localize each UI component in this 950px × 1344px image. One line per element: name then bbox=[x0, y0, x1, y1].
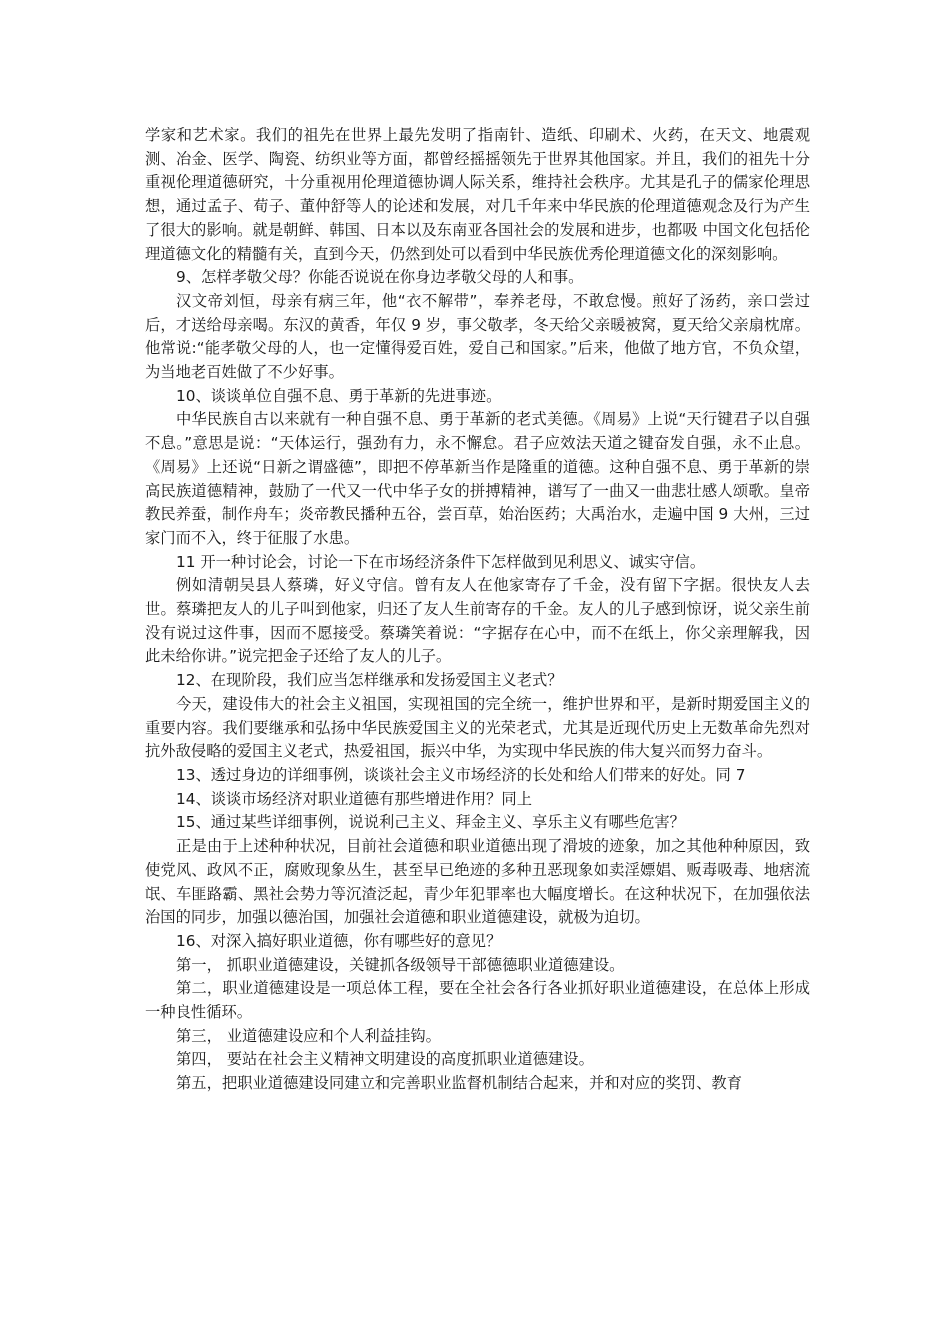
question-9: 9、怎样孝敬父母？你能否说说在你身边孝敬父母的人和事。 bbox=[176, 268, 584, 287]
answer-9: 汉文帝刘恒，母亲有病三年，他“衣不解带”，奉养老母，不敢怠慢。煎好了汤药，亲口尝过后，才送给母亲喝。东汉的黄香，年仅 9 岁，事父敬孝，冬天给父亲暖被窝，夏天给父亲扇枕席。他常说:“能孝敬父母的人，也一定懂得爱百姓，爱自己和国家。”后来，他做了地方官，不负众望，为当地老百姓做了不少好事。 bbox=[145, 291, 810, 382]
answer-16-point-3: 第三， 业道德建设应和个人利益挂钩。 bbox=[176, 1026, 441, 1045]
answer-11: 例如清朝吴县人蔡璘，好义守信。曾有友人在他家寄存了千金，没有留下字据。很快友人去世。蔡璘把友人的儿子叫到他家，归还了友人生前寄存的千金。友人的儿子感到惊讶，说父亲生前没有说过这件事，因而不愿接受。蔡璘笑着说：“字据存在心中，而不在纸上，你父亲理解我，因此未给你讲。”说完把金子还给了友人的儿子。 bbox=[145, 576, 810, 666]
answer-16-point-4: 第四， 要站在社会主义精神文明建设的高度抓职业道德建设。 bbox=[176, 1050, 594, 1069]
question-16: 16、对深入搞好职业道德，你有哪些好的意见？ bbox=[176, 931, 502, 950]
question-15: 15、通过某些详细事例，说说利己主义、拜金主义、享乐主义有哪些危害？ bbox=[176, 813, 685, 832]
paragraph-history-continuation: 学家和艺术家。我们的祖先在世界上最先发明了指南针、造纸、印刷术、火药，在天文、地震观测、冶金、医学、陶瓷、纺织业等方面，都曾经摇摇领先于世界其他国家。并且，我们的祖先十分重视伦理道德研究，十分重视用伦理道德协调人际关系，维持社会秩序。尤其是孔子的儒家伦理思想，通过孟子、荀子、董仲舒等人的论述和发展，对几千年来中华民族的伦理道德观念及行为产生了很大的影响。就是朝鲜、韩国、日本以及东南亚各国社会的发展和进步，也都吸 中国文化包括伦理道德文化的精髓有关，直到今天，仍然到处可以看到中华民族优秀伦理道德文化的深刻影响。 bbox=[145, 126, 810, 263]
answer-16-point-1: 第一， 抓职业道德建设，关键抓各级领导干部德德职业道德建设。 bbox=[176, 955, 625, 974]
document-body bbox=[145, 124, 810, 1096]
answer-16-point-5: 第五，把职业道德建设同建立和完善职业监督机制结合起来，并和对应的奖罚、教育 bbox=[176, 1074, 742, 1093]
question-13: 13、透过身边的详细事例，谈谈社会主义市场经济的长处和给人们带来的好处。同 7 bbox=[176, 765, 746, 784]
question-11: 11 开一种讨论会，讨论一下在市场经济条件下怎样做到见利思义、诚实守信。 bbox=[176, 552, 706, 571]
answer-16-point-2: 第二，职业道德建设是一项总体工程，要在全社会各行各业抓好职业道德建设，在总体上形成一种良性循环。 bbox=[145, 979, 810, 1022]
answer-12: 今天，建设伟大的社会主义祖国，实现祖国的完全统一，维护世界和平，是新时期爱国主义的重要内容。我们要继承和弘扬中华民族爱国主义的光荣老式，尤其是近现代历史上无数革命先烈对抗外敌侵略的爱国主义老式，热爱祖国，振兴中华，为实现中华民族的伟大复兴而努力奋斗。 bbox=[145, 694, 810, 761]
question-10: 10、谈谈单位自强不息、勇于革新的先进事迹。 bbox=[176, 386, 502, 405]
question-14: 14、谈谈市场经济对职业道德有那些增进作用？同上 bbox=[176, 789, 532, 808]
question-12: 12、在现阶段，我们应当怎样继承和发扬爱国主义老式？ bbox=[176, 671, 563, 690]
answer-10: 中华民族自古以来就有一种自强不息、勇于革新的老式美德。《周易》上说“天行键君子以自强不息。”意思是说：“天体运行，强劲有力，永不懈怠。君子应效法天道之键奋发自强，永不止息。《周易》上还说“日新之谓盛德”，即把不停革新当作是隆重的道德。这种自强不息、勇于革新的崇高民族道德精神，鼓励了一代又一代中华子女的拼搏精神，谱写了一曲又一曲悲壮感人颂歌。皇帝教民养蚕，制作舟车；炎帝教民播种五谷，尝百草，始治医药；大禹治水，走遍中国 9 大州，三过家门而不入，终于征服了水患。 bbox=[145, 410, 810, 547]
answer-15: 正是由于上述种种状况，目前社会道德和职业道德出现了滑坡的迹象，加之其他种种原因，致使党风、政风不正，腐败现象丛生，甚至早已绝迹的多种丑恶现象如卖淫嫖娼、贩毒吸毒、地痞流氓、车匪路霸、黑社会势力等沉渣泛起，青少年犯罪率也大幅度增长。在这种状况下，在加强依法治国的同步，加强以德治国，加强社会道德和职业道德建设，就极为迫切。 bbox=[145, 837, 810, 927]
